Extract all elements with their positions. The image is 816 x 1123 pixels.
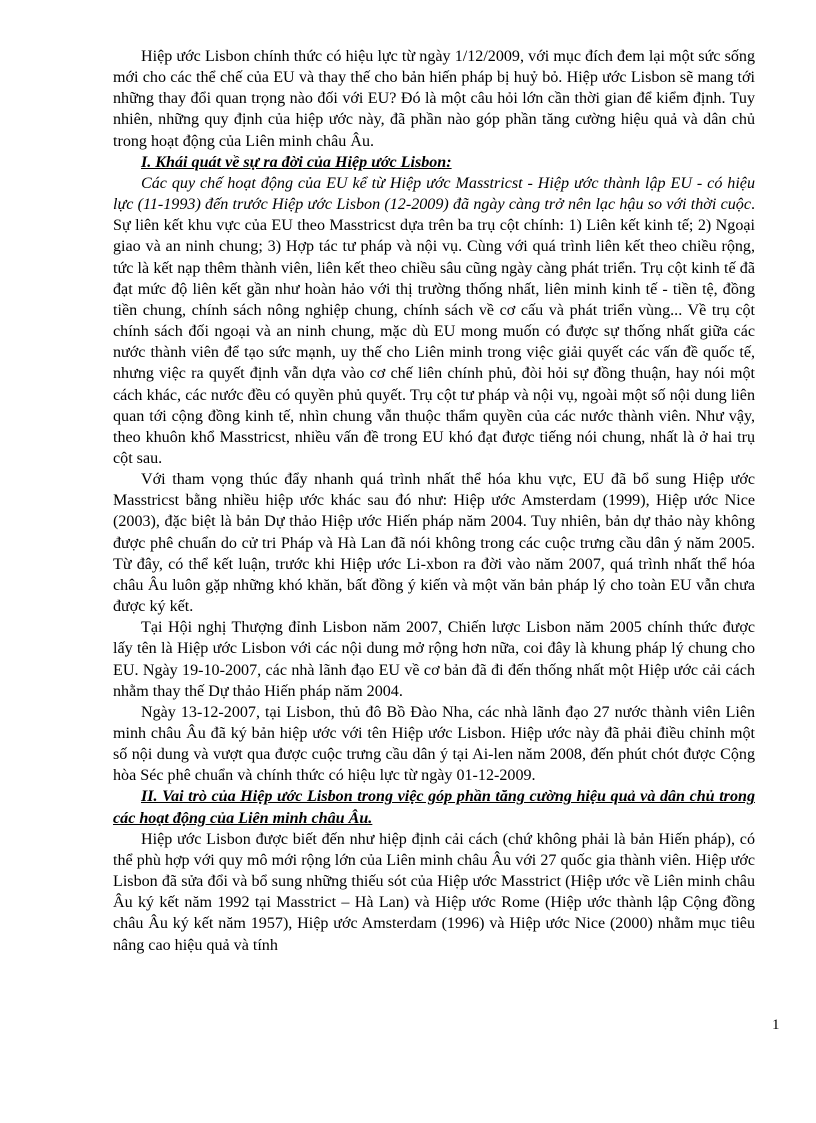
section-1-paragraph-1-rest: . Sự liên kết khu vực của EU theo Masstricst dựa trên ba trụ cột chính: 1) Liên kết kinh tế; 2) Ngoại giao và an ninh chung; 3) Hợp tác tư pháp và nội vụ. Cùng với quá trình liên kết theo chiều rộng, tức là kết nạp thêm thành viên, liên kết theo chiều sâu cũng ngày càng phát triển. Trụ cột kinh tế đã đạt mức độ liên kết gần như hoàn hảo với thị trường thống nhất, liên minh kinh tế - tiền tệ, đồng tiền chung, chính sách nông nghiệp chung, chính sách về cơ cấu và phát triển vùng... Về trụ cột chính sách đối ngoại và an ninh chung, mặc dù EU mong muốn có được sự thống nhất giữa các nước thành viên để tạo sức mạnh, uy thế cho Liên minh trong việc giải quyết các vấn đề quốc tế, nhưng việc ra quyết định vẫn dựa vào cơ chế liên chính phủ, đòi hỏi sự đồng thuận, hay nói một cách khác, các nước đều có quyền phủ quyết. Trụ cột tư pháp và nội vụ, ngoài một số nội dung liên quan tới cộng đồng kinh tế, nhìn chung vẫn thuộc thẩm quyền của các nước thành viên. Như vậy, theo khuôn khổ Masstricst, nhiều vấn đề trong EU khó đạt được tiếng nói chung, nhất là ở hai trụ cột sau. bbox=[113, 196, 755, 467]
intro-paragraph: Hiệp ước Lisbon chính thức có hiệu lực từ ngày 1/12/2009, với mục đích đem lại một sức sống mới cho các thể chế của EU và thay thế cho bản hiến pháp bị huỷ bỏ. Hiệp ước Lisbon sẽ mang tới những thay đổi quan trọng nào đối với EU? Đó là một câu hỏi lớn cần thời gian để kiểm định. Tuy nhiên, những quy định của hiệp ước này, đã phần nào góp phần tăng cường hiệu quả và dân chủ trong hoạt động của Liên minh châu Âu. bbox=[113, 48, 755, 150]
section-1-italic-lead: Các quy chế hoạt động của EU kể từ Hiệp ước Masstricst - Hiệp ước thành lập EU - có hiệu lực (11-1993) đến trước Hiệp ước Lisbon (12-2009) đã ngày càng trở nên lạc hậu so với thời cuộc bbox=[113, 174, 755, 214]
section-2-paragraph-1: Hiệp ước Lisbon được biết đến như hiệp định cải cách (chứ không phải là bản Hiến pháp), có thể phù hợp với quy mô mới rộng lớn của Liên minh châu Âu với 27 quốc gia thành viên. Hiệp ước Lisbon đã sửa đổi và bổ sung những thiếu sót của Hiệp ước Masstrict (Hiệp ước về Liên minh châu Âu ký kết năm 1992 tại Masstrict – Hà Lan) và Hiệp ước Rome (Hiệp ước thành lập Cộng đồng châu Âu ký kết năm 1957), Hiệp ước Amsterdam (1996) và Hiệp ước Nice (2000) nhằm mục tiêu nâng cao hiệu quả và tính bbox=[113, 830, 755, 954]
section-1-heading: I. Khái quát về sự ra đời của Hiệp ước Lisbon: bbox=[141, 153, 452, 171]
section-1-paragraph-2: Với tham vọng thúc đẩy nhanh quá trình nhất thể hóa khu vực, EU đã bổ sung Hiệp ước Masstricst bằng nhiều hiệp ước khác sau đó như: Hiệp ước Amsterdam (1999), Hiệp ước Nice (2003), đặc biệt là bản Dự thảo Hiệp ước Hiến pháp năm 2004. Tuy nhiên, bản dự thảo này không được phê chuẩn do cử tri Pháp và Hà Lan đã nói không trong các cuộc trưng cầu dân ý năm 2005. Từ đây, có thể kết luận, trước khi Hiệp ước Li-xbon ra đời vào năm 2007, quá trình nhất thể hóa châu Âu luôn gặp những khó khăn, bất đồng ý kiến và một văn bản pháp lý cho toàn EU vẫn chưa được ký kết. bbox=[113, 471, 755, 616]
section-1-paragraph-3: Tại Hội nghị Thượng đỉnh Lisbon năm 2007, Chiến lược Lisbon năm 2005 chính thức được lấy tên là Hiệp ước Lisbon với các nội dung mở rộng hơn nữa, coi đây là khung pháp lý chung cho EU. Ngày 19-10-2007, các nhà lãnh đạo EU về cơ bản đã đi đến thống nhất một Hiệp ước cải cách nhằm thay thế Dự thảo Hiến pháp năm 2004. bbox=[113, 619, 755, 700]
page-number: 1 bbox=[772, 1017, 780, 1033]
section-1-paragraph-1 bbox=[113, 173, 755, 469]
section-1-paragraph-4: Ngày 13-12-2007, tại Lisbon, thủ đô Bồ Đào Nha, các nhà lãnh đạo 27 nước thành viên Liên minh châu Âu đã ký bản hiệp ước với tên Hiệp ước Lisbon. Hiệp ước này đã phải điều chỉnh một số nội dung và vượt qua được cuộc trưng cầu dân ý tại Ai-len năm 2008, đến phút chót được Cộng hòa Séc phê chuẩn và chính thức có hiệu lực từ ngày 01-12-2009. bbox=[113, 703, 755, 785]
section-2-heading: II. Vai trò của Hiệp ước Lisbon trong việc góp phần tăng cường hiệu quả và dân chủ trong các hoạt động của Liên minh châu Âu. bbox=[113, 788, 755, 827]
document-body bbox=[113, 46, 755, 956]
